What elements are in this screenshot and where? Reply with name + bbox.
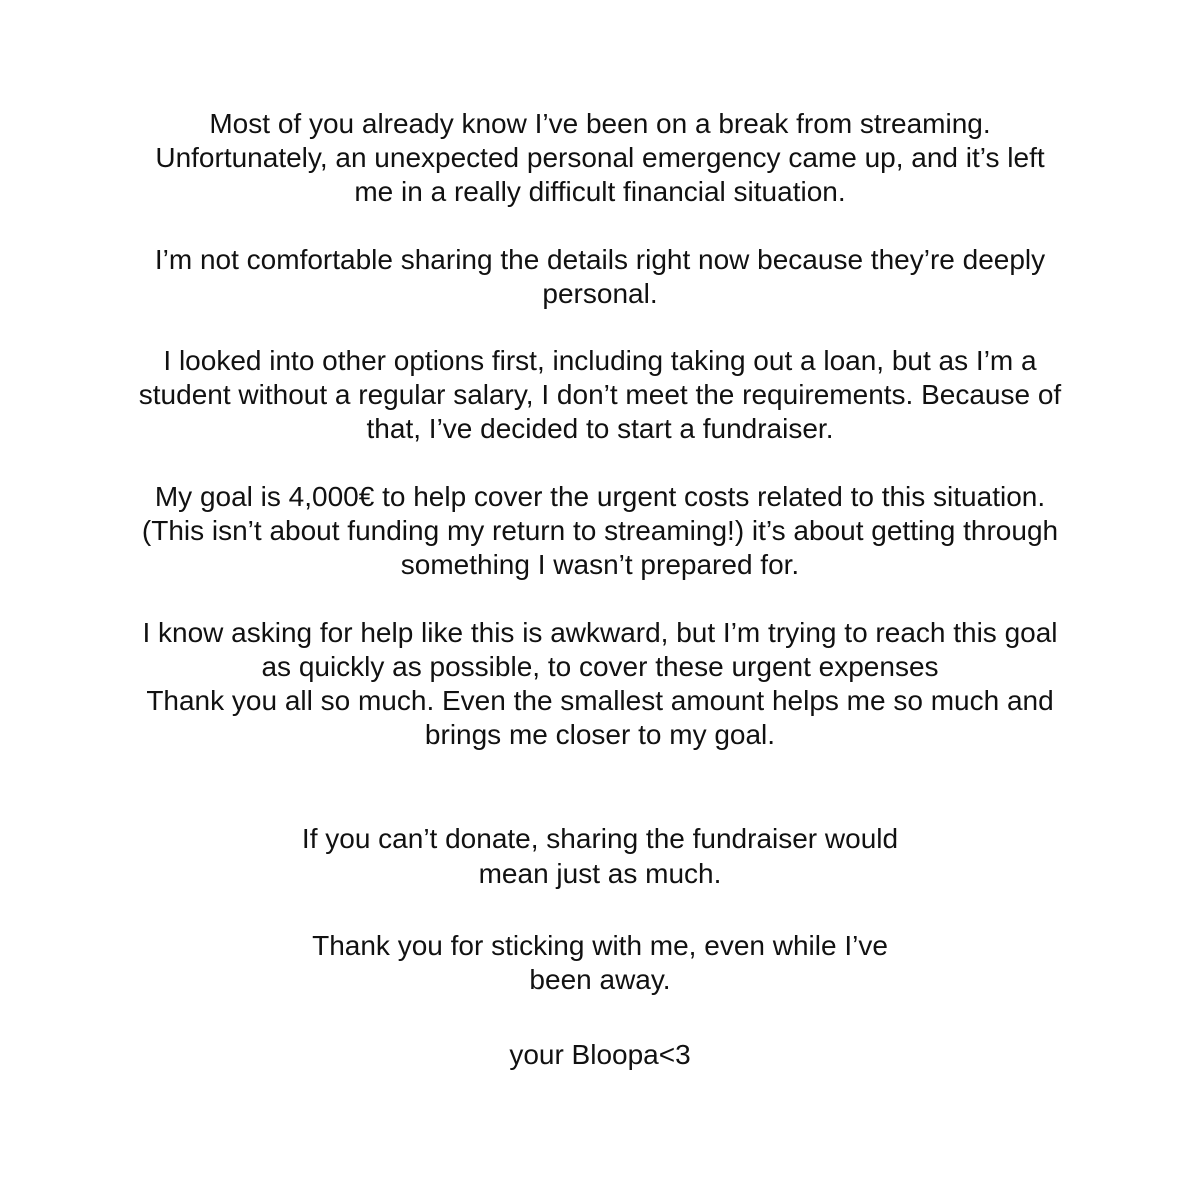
paragraph-3-line-1: I looked into other options first, including taking out a loan, but as I’m a bbox=[163, 345, 1037, 376]
signature: your Bloopa<3 bbox=[509, 1039, 691, 1070]
paragraph-6-line-1: If you can’t donate, sharing the fundraiser would bbox=[301, 823, 899, 854]
paragraph-7-line-1: Thank you for sticking with me, even while I’ve bbox=[312, 930, 888, 961]
paragraph-3-line-3: that, I’ve decided to start a fundraiser. bbox=[366, 413, 834, 444]
paragraph-2-line-1: I’m not comfortable sharing the details right now because they’re deeply bbox=[154, 244, 1046, 275]
paragraph-6-line-2: mean just as much. bbox=[478, 858, 722, 889]
paragraph-5-line-3: Thank you all so much. Even the smallest amount helps me so much and bbox=[146, 685, 1054, 716]
paragraph-1-line-2: Unfortunately, an unexpected personal emergency came up, and it’s left bbox=[155, 142, 1045, 173]
paragraph-3-line-2: student without a regular salary, I don’t meet the requirements. Because of bbox=[138, 379, 1062, 410]
paragraph-1-line-3: me in a really difficult financial situation. bbox=[354, 176, 846, 207]
paragraph-4-line-2: (This isn’t about funding my return to streaming!) it’s about getting through bbox=[141, 515, 1059, 546]
paragraph-4-line-3: something I wasn’t prepared for. bbox=[400, 549, 800, 580]
paragraph-5-line-4: brings me closer to my goal. bbox=[424, 719, 776, 750]
paragraph-1-line-1: Most of you already know I’ve been on a break from streaming. bbox=[209, 108, 991, 139]
paragraph-4-line-1: My goal is 4,000€ to help cover the urgent costs related to this situation. bbox=[154, 481, 1046, 512]
paragraph-7-line-2: been away. bbox=[529, 964, 671, 995]
paragraph-2-line-2: personal. bbox=[542, 278, 658, 309]
paragraph-5-line-2: as quickly as possible, to cover these urgent expenses bbox=[261, 651, 939, 682]
paragraph-5-line-1: I know asking for help like this is awkward, but I’m trying to reach this goal bbox=[142, 617, 1058, 648]
